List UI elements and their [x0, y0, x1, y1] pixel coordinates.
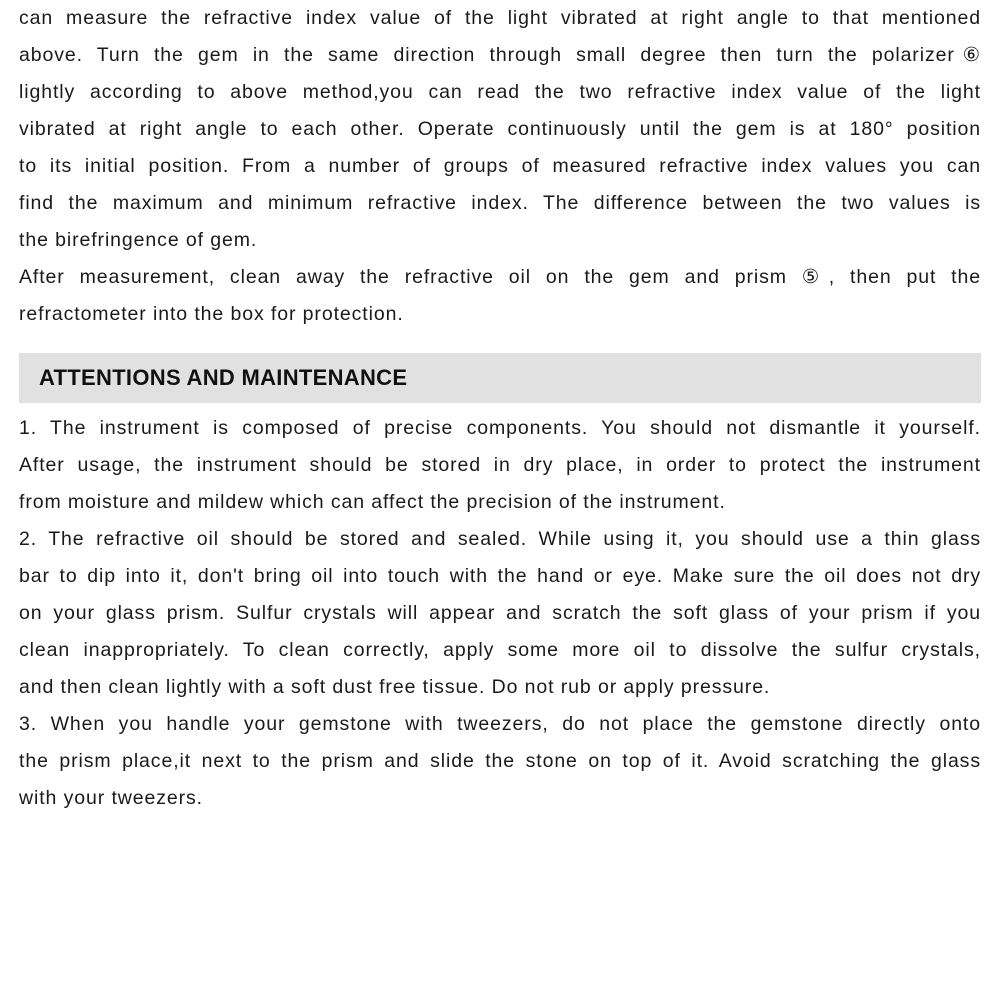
intro-line: find the maximum and minimum refractive index. The difference between the two values is	[19, 192, 981, 214]
maintenance-line: bar to dip into it, don't bring oil into touch with the hand or eye. Make sure the oil does not dry	[19, 565, 981, 587]
maintenance-line: 1. The instrument is composed of precise components. You should not dismantle it yourself.	[19, 417, 981, 439]
maintenance-line: After usage, the instrument should be stored in dry place, in order to protect the instrument	[19, 454, 981, 476]
intro-line: the birefringence of gem.	[19, 229, 258, 251]
intro-line: lightly according to above method,you can read the two refractive index value of the light	[19, 81, 981, 103]
section-title: ATTENTIONS AND MAINTENANCE	[39, 365, 408, 390]
maintenance-line: 2. The refractive oil should be stored and sealed. While using it, you should use a thin glass	[19, 528, 981, 550]
maintenance-line: and then clean lightly with a soft dust free tissue. Do not rub or apply pressure.	[19, 676, 771, 698]
intro-line: above. Turn the gem in the same direction through small degree then turn the polarizer⑥	[19, 44, 981, 66]
intro-line: to its initial position. From a number of groups of measured refractive index values you can	[19, 155, 981, 177]
maintenance-line: with your tweezers.	[19, 787, 203, 809]
section-header-bar	[19, 353, 981, 403]
maintenance-line: from moisture and mildew which can affect the precision of the instrument.	[19, 491, 726, 513]
intro-line: After measurement, clean away the refractive oil on the gem and prism ⑤, then put the	[19, 266, 981, 288]
maintenance-line: on your glass prism. Sulfur crystals will appear and scratch the soft glass of your prism if you	[19, 602, 981, 624]
maintenance-line: clean inappropriately. To clean correctly, apply some more oil to dissolve the sulfur crystals,	[19, 639, 981, 661]
maintenance-line: 3. When you handle your gemstone with tweezers, do not place the gemstone directly onto	[19, 713, 981, 735]
intro-line: refractometer into the box for protection.	[19, 303, 404, 325]
maintenance-line: the prism place,it next to the prism and slide the stone on top of it. Avoid scratching the glass	[19, 750, 981, 772]
intro-line: can measure the refractive index value of the light vibrated at right angle to that mentioned	[19, 7, 981, 29]
intro-line: vibrated at right angle to each other. Operate continuously until the gem is at 180° position	[19, 118, 981, 140]
